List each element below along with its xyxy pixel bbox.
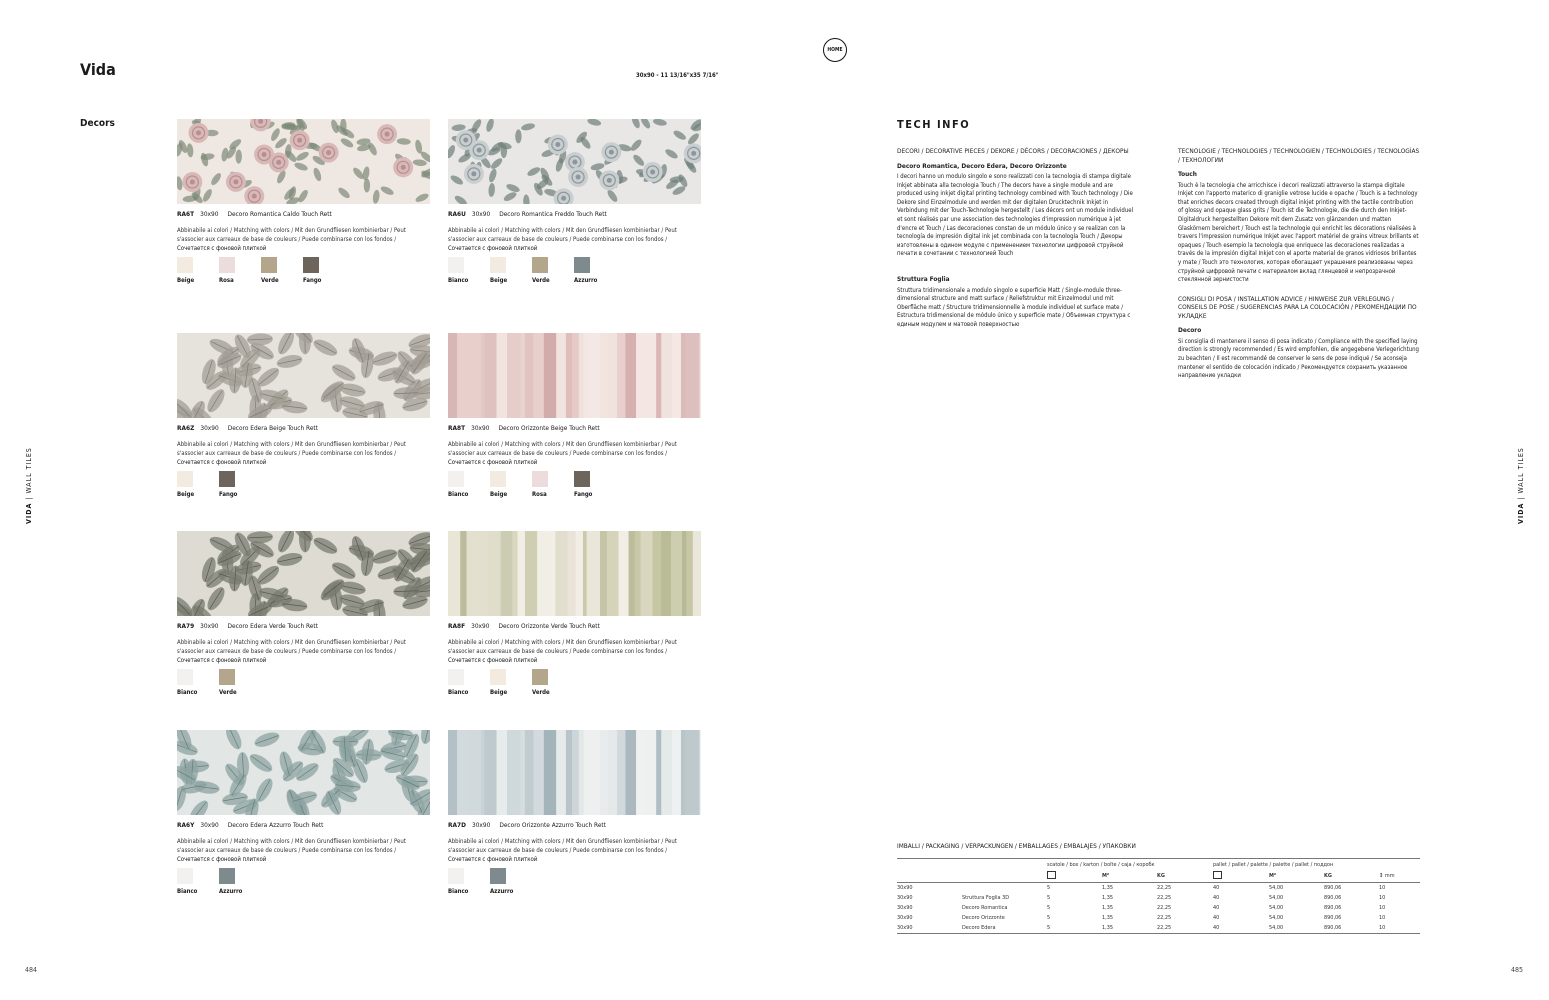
cell-pcs: 5	[1047, 905, 1051, 911]
color-swatches	[448, 257, 701, 287]
cell-h: 10	[1379, 923, 1420, 934]
swatch-chip	[177, 257, 193, 273]
matching-colors-text: Abbinabile ai colori / Matching with colors / Mit den Grundfliesen kombinierbar / Peut s'associer aux carreaux de base de couleurs / Puede combinarse con los fondos / Сочетается с фоновой плиткой	[448, 838, 677, 863]
swatch-label: Bianco	[448, 277, 469, 284]
cell-m2p: 54,00	[1269, 905, 1284, 911]
tile-image	[448, 333, 701, 418]
home-button[interactable]: HOME	[823, 38, 847, 62]
pallet-icon	[1213, 871, 1222, 879]
product-card	[448, 531, 701, 699]
product-line	[448, 424, 701, 432]
swatch-label: Beige	[490, 491, 508, 498]
decoro-text: Si consiglia di mantenere il senso di posa indicato / Compliance with the specified laying direction is strongly recommended / Es wird empfohlen, die angegebene Verlegerichtung zu beachten / Il est recommandé de conserver le sens de pose indiqué / Se aconseja mantener el sentido de colocación indicado / Рекомендуется сохранить указанное направление укладки	[1178, 337, 1419, 380]
cell-m2: 1,35	[1102, 905, 1114, 911]
product-name: Decoro Orizzonte Azzurro Touch Rett	[499, 821, 607, 829]
swatch-label: Bianco	[448, 888, 469, 895]
swatch-label: Verde	[219, 689, 237, 696]
swatch-label: Beige	[490, 277, 508, 284]
swatch-chip	[532, 257, 548, 273]
section-title: Decors	[80, 118, 115, 129]
matching-colors-text: Abbinabile ai colori / Matching with colors / Mit den Grundfliesen kombinierbar / Peut s'associer aux carreaux de base de couleurs / Puede combinarse con los fondos / Сочетается с фоновой плиткой	[177, 441, 406, 466]
swatch-chip	[261, 257, 277, 273]
side-category: WALL TILES	[1517, 447, 1525, 494]
swatch-label: Verde	[532, 277, 550, 284]
matching-colors-text: Abbinabile ai colori / Matching with colors / Mit den Grundfliesen kombinierbar / Peut s'associer aux carreaux de base de couleurs / Puede combinarse con los fondos / Сочетается с фоновой плиткой	[177, 639, 406, 664]
color-swatch	[532, 669, 574, 696]
swatch-label: Verde	[532, 689, 550, 696]
cell-size: 30x90	[897, 885, 913, 891]
swatch-chip	[574, 471, 590, 487]
cell-m2: 1,35	[1102, 915, 1114, 921]
touch-text: Touch è la tecnologia che arricchisce i decori realizzati attraverso la stampa digitale Inkjet con l'apporto materico di graniglie vetrose lucide e opache / Touch is a technology that enriches decors created through digital inkjet printing with the tactile contribution of glossy and opaque glass grits / Touch ist die Technologie, die die durch den Inkjet-Digitaldruck hergestellten Dekore mit dem Zusatz von glänzenden und matten Glaskörnern bereichert / Touch est la technologie qui enrichit les décorations réalisées à travers l'impression numérique Inkjet avec l'apport matériel de grains vitreux brillants et opaques / Touch esempio la tecnología que enriquece las decoraciones realizadas a través de la impresión digital Inkjet con el aporte material de granos vidriosos brillantes y mate / Touch это технология, которая обогащает украшения реализованы через струйной цифровой печати с материалом вклад глянцевой и непрозрачной стеклянной зернистости	[1178, 181, 1419, 284]
cell-kgp: 890,06	[1324, 915, 1342, 921]
tile-image	[177, 119, 430, 204]
swatch-label: Azzurro	[219, 888, 243, 895]
product-size: 30x90	[471, 622, 490, 630]
cell-size: 30x90	[897, 923, 962, 934]
swatch-chip	[532, 471, 548, 487]
product-size: 30x90	[200, 424, 219, 432]
swatch-label: Beige	[490, 689, 508, 696]
touch-subtitle: Touch	[1178, 170, 1197, 178]
cell-m2p: 54,00	[1269, 885, 1284, 891]
page-number-left: 484	[25, 966, 38, 974]
swatch-label: Azzurro	[490, 888, 514, 895]
product-line	[448, 622, 701, 630]
swatch-chip	[219, 257, 235, 273]
color-swatch	[261, 257, 303, 284]
swatch-chip	[490, 257, 506, 273]
product-name: Decoro Romantica Freddo Touch Rett	[499, 210, 607, 218]
product-code: RA6Z	[177, 424, 195, 432]
product-card	[448, 730, 701, 898]
page-title: Vida	[80, 60, 116, 79]
matching-colors-text: Abbinabile ai colori / Matching with colors / Mit den Grundfliesen kombinierbar / Peut s'associer aux carreaux de base de couleurs / Puede combinarse con los fondos / Сочетается с фоновой плиткой	[448, 227, 677, 252]
swatch-chip	[219, 868, 235, 884]
product-code: RA6U	[448, 210, 466, 218]
color-swatches	[177, 669, 430, 699]
table-row	[897, 883, 1420, 894]
product-name: Decoro Edera Verde Touch Rett	[227, 622, 318, 630]
swatch-chip	[574, 257, 590, 273]
product-code: RA7D	[448, 821, 466, 829]
cell-boxes: 40	[1213, 923, 1269, 934]
cell-kg: 22,25	[1157, 895, 1172, 901]
swatch-chip	[490, 471, 506, 487]
product-card	[177, 531, 430, 699]
color-swatches	[448, 868, 701, 898]
cell-pcs: 5	[1047, 923, 1102, 934]
product-name: Decoro Orizzonte Beige Touch Rett	[498, 424, 600, 432]
color-swatch	[532, 471, 574, 498]
swatch-chip	[177, 868, 193, 884]
color-swatch	[177, 868, 219, 895]
side-brand: VIDA	[25, 502, 33, 524]
cell-boxes: 40	[1213, 915, 1220, 921]
col-kg: KG	[1157, 870, 1213, 883]
color-swatch	[219, 471, 261, 498]
cell-m2: 1,35	[1102, 895, 1114, 901]
decors-header: DECORI / DECORATIVE PIECES / DEKORE / DÉCORS / DECORACIONES / ДЕКОРЫ	[897, 147, 1129, 155]
cell-pcs: 5	[1047, 885, 1051, 891]
color-swatch	[574, 471, 616, 498]
product-size: 30x90	[200, 821, 219, 829]
cell-kgp: 890,06	[1324, 923, 1379, 934]
tile-image	[448, 730, 701, 815]
color-swatch	[177, 669, 219, 696]
swatch-chip	[448, 471, 464, 487]
product-card	[177, 730, 430, 898]
swatch-chip	[448, 257, 464, 273]
swatch-chip	[219, 471, 235, 487]
matching-colors-text: Abbinabile ai colori / Matching with colors / Mit den Grundfliesen kombinierbar / Peut s'associer aux carreaux de base de couleurs / Puede combinarse con los fondos / Сочетается с фоновой плиткой	[177, 227, 406, 252]
color-swatch	[490, 257, 532, 284]
cell-boxes: 40	[1213, 905, 1220, 911]
product-size: 30x90	[471, 210, 491, 218]
side-label-left: VIDA | WALL TILES	[25, 447, 33, 524]
cell-kgp: 890,06	[1324, 895, 1342, 901]
cell-m2p: 54,00	[1269, 923, 1324, 934]
cell-m2p: 54,00	[1269, 915, 1284, 921]
product-card	[448, 119, 701, 287]
cell-boxes: 40	[1213, 885, 1220, 891]
page-number-right: 485	[1511, 966, 1524, 974]
color-swatches	[448, 471, 701, 501]
product-name: Decoro Edera Azzurro Touch Rett	[227, 821, 324, 829]
product-size: 30x90	[471, 424, 490, 432]
color-swatches	[177, 868, 430, 898]
swatch-label: Verde	[261, 277, 279, 284]
packaging-table	[897, 858, 1420, 934]
side-category: WALL TILES	[25, 447, 33, 494]
product-line	[448, 821, 701, 829]
swatch-label: Rosa	[219, 277, 234, 284]
product-size: 30x90	[471, 821, 491, 829]
decoro-subtitle: Decoro	[1178, 326, 1202, 335]
cell-pcs: 5	[1047, 895, 1051, 901]
decors-subtitle: Decoro Romantica, Decoro Edera, Decoro Orizzonte	[897, 161, 1067, 170]
swatch-label: Beige	[177, 491, 195, 498]
swatch-label: Bianco	[448, 689, 469, 696]
table-row	[897, 893, 1420, 903]
table-row	[897, 923, 1420, 934]
pallet-header: pallet / pallet / palette / palette / pallet / поддон	[1213, 859, 1420, 871]
tile-image	[177, 531, 430, 616]
color-swatch	[490, 868, 532, 895]
product-line	[177, 210, 430, 218]
matching-colors-text: Abbinabile ai colori / Matching with colors / Mit den Grundfliesen kombinierbar / Peut s'associer aux carreaux de base de couleurs / Puede combinarse con los fondos / Сочетается с фоновой плиткой	[448, 639, 677, 664]
structure-text: Struttura tridimensionale a modulo singolo e superficie Matt / Single-module three-dimensional structure and matt surface / Reliefstruktur mit Einzelmodul und mit Oberfläche matt / Structure tridimensionnelle à module individuel et surface mate / Estructura tridimensional de módulo único y superficie mate / Объемная структура с единым модулем и матовой поверхностью	[897, 286, 1131, 328]
cell-name: Decoro Edera	[962, 923, 1047, 934]
swatch-label: Fango	[219, 491, 238, 498]
tile-image	[448, 531, 701, 616]
cell-h: 10	[1379, 915, 1386, 921]
cell-kgp: 890,06	[1324, 885, 1342, 891]
color-swatch	[448, 669, 490, 696]
decors-text: I decori hanno un modulo singolo e sono realizzati con la tecnologia di stampa digitale Inkjet abbinata alla tecnologia Touch / The decors have a single module and are produced using inkjet digital printing technology combined with Touch technology / Die Dekore sind Einzelmodule und werden mit der digitalen Drucktechnik Inkjet in Verbindung mit der Touch-Technologie hergestellt / Les décors ont un module individuel et sont réalisés par une association des technologies d'impression numérique à jet d'encre et Touch / Las decoraciones constan de un módulo único y se realizan con la tecnología de impresión digital ink jet combinada con la tecnología Touch / Декоры изготовлены в одином модуле с применением технологии цифровой струйной печати в сочетании с технологией Touch	[897, 173, 1134, 258]
product-code: RA6T	[177, 210, 195, 218]
col-m2-pallet: M²	[1269, 870, 1324, 883]
swatch-chip	[448, 669, 464, 685]
color-swatch	[574, 257, 616, 284]
product-name: Decoro Romantica Caldo Touch Rett	[227, 210, 332, 218]
cell-h: 10	[1379, 895, 1386, 901]
swatch-label: Bianco	[177, 888, 198, 895]
product-card	[177, 119, 430, 287]
cell-name	[962, 883, 1047, 894]
product-size: 30x90	[200, 210, 219, 218]
color-swatch	[219, 868, 261, 895]
cell-size: 30x90	[897, 915, 913, 921]
cell-h: 10	[1379, 885, 1386, 891]
product-code: RA8T	[448, 424, 466, 432]
color-swatch	[490, 471, 532, 498]
swatch-chip	[448, 868, 464, 884]
swatch-label: Azzurro	[574, 277, 598, 284]
tech-info-title: TECH INFO	[897, 118, 971, 131]
color-swatch	[448, 471, 490, 498]
box-icon	[1047, 871, 1056, 879]
box-header: scatole / box / karton / boîte / caja / коробк	[1047, 859, 1213, 871]
swatch-chip	[177, 471, 193, 487]
cell-m2: 1,35	[1102, 885, 1114, 891]
height-icon: ↕	[1379, 873, 1384, 879]
cell-kgp: 890,06	[1324, 905, 1342, 911]
color-swatches	[448, 669, 701, 699]
product-name: Decoro Edera Beige Touch Rett	[227, 424, 319, 432]
product-code: RA6Y	[177, 821, 195, 829]
swatch-label: Fango	[303, 277, 322, 284]
swatch-chip	[490, 669, 506, 685]
side-label-right: VIDA | WALL TILES	[1517, 447, 1525, 524]
cell-kg: 22,25	[1157, 885, 1172, 891]
size-note: 30x90 - 11 13/16"x35 7/16"	[636, 72, 719, 79]
cell-name: Decoro Romantica	[962, 905, 1008, 911]
product-line	[177, 424, 430, 432]
color-swatches	[177, 257, 430, 287]
col-mm: mm	[1384, 873, 1395, 879]
color-swatch	[177, 257, 219, 284]
color-swatch	[448, 868, 490, 895]
col-m2: M²	[1102, 870, 1157, 883]
table-row	[897, 913, 1420, 923]
cell-name: Struttura Foglia 3D	[962, 895, 1010, 901]
packaging-title: IMBALLI / PACKAGING / VERPACKUNGEN / EMBALLAGES / EMBALAJES / УПАКОВКИ	[897, 842, 1136, 850]
tile-image	[177, 333, 430, 418]
cell-h: 10	[1379, 905, 1386, 911]
structure-subtitle: Struttura Foglia	[897, 275, 950, 284]
swatch-chip	[219, 669, 235, 685]
swatch-label: Bianco	[177, 689, 198, 696]
product-line	[177, 622, 430, 630]
product-card	[448, 333, 701, 501]
cell-kg: 22,25	[1157, 905, 1172, 911]
product-name: Decoro Orizzonte Verde Touch Rett	[498, 622, 600, 630]
swatch-label: Beige	[177, 277, 195, 284]
cell-size: 30x90	[897, 905, 913, 911]
col-kg-pallet: KG	[1324, 870, 1379, 883]
product-card	[177, 333, 430, 501]
side-brand: VIDA	[1517, 502, 1525, 524]
color-swatch	[448, 257, 490, 284]
table-row	[897, 903, 1420, 913]
color-swatch	[303, 257, 345, 284]
color-swatch	[177, 471, 219, 498]
matching-colors-text: Abbinabile ai colori / Matching with colors / Mit den Grundfliesen kombinierbar / Peut s'associer aux carreaux de base de couleurs / Puede combinarse con los fondos / Сочетается с фоновой плиткой	[177, 838, 406, 863]
product-code: RA8F	[448, 622, 466, 630]
color-swatch	[219, 257, 261, 284]
tile-image	[177, 730, 430, 815]
tile-image	[448, 119, 701, 204]
swatch-label: Fango	[574, 491, 593, 498]
cell-name: Decoro Orizzonte	[962, 915, 1005, 921]
color-swatch	[532, 257, 574, 284]
swatch-chip	[532, 669, 548, 685]
product-size: 30x90	[200, 622, 219, 630]
tech-right-column	[1178, 147, 1420, 381]
swatch-chip	[303, 257, 319, 273]
cell-kg: 22,25	[1157, 923, 1213, 934]
tech-left-column	[897, 147, 1139, 330]
product-line	[448, 210, 701, 218]
cell-kg: 22,25	[1157, 915, 1172, 921]
product-code: RA79	[177, 622, 195, 630]
cell-size: 30x90	[897, 895, 913, 901]
swatch-label: Rosa	[532, 491, 547, 498]
color-swatch	[490, 669, 532, 696]
swatch-chip	[177, 669, 193, 685]
swatch-label: Bianco	[448, 491, 469, 498]
cell-m2p: 54,00	[1269, 895, 1284, 901]
cell-pcs: 5	[1047, 915, 1051, 921]
color-swatches	[177, 471, 430, 501]
cell-boxes: 40	[1213, 895, 1220, 901]
matching-colors-text: Abbinabile ai colori / Matching with colors / Mit den Grundfliesen kombinierbar / Peut s'associer aux carreaux de base de couleurs / Puede combinarse con los fondos / Сочетается с фоновой плиткой	[448, 441, 677, 466]
cell-m2: 1,35	[1102, 923, 1157, 934]
installation-header: CONSIGLI DI POSA / INSTALLATION ADVICE / HINWEISE ZUR VERLEGUNG / CONSEILS DE POSE / SUGERENCIAS PARA LA COLOCACIÓN / РЕКОМЕНДАЦИИ ПО УКЛАДКЕ	[1178, 294, 1417, 320]
color-swatch	[219, 669, 261, 696]
technologies-header: TECNOLOGIE / TECHNOLOGIES / TECHNOLOGIEN / TECHNOLOGIES / TECNOLOGÍAS / ТЕХНОЛОГИИ	[1178, 147, 1420, 164]
product-line	[177, 821, 430, 829]
swatch-chip	[490, 868, 506, 884]
